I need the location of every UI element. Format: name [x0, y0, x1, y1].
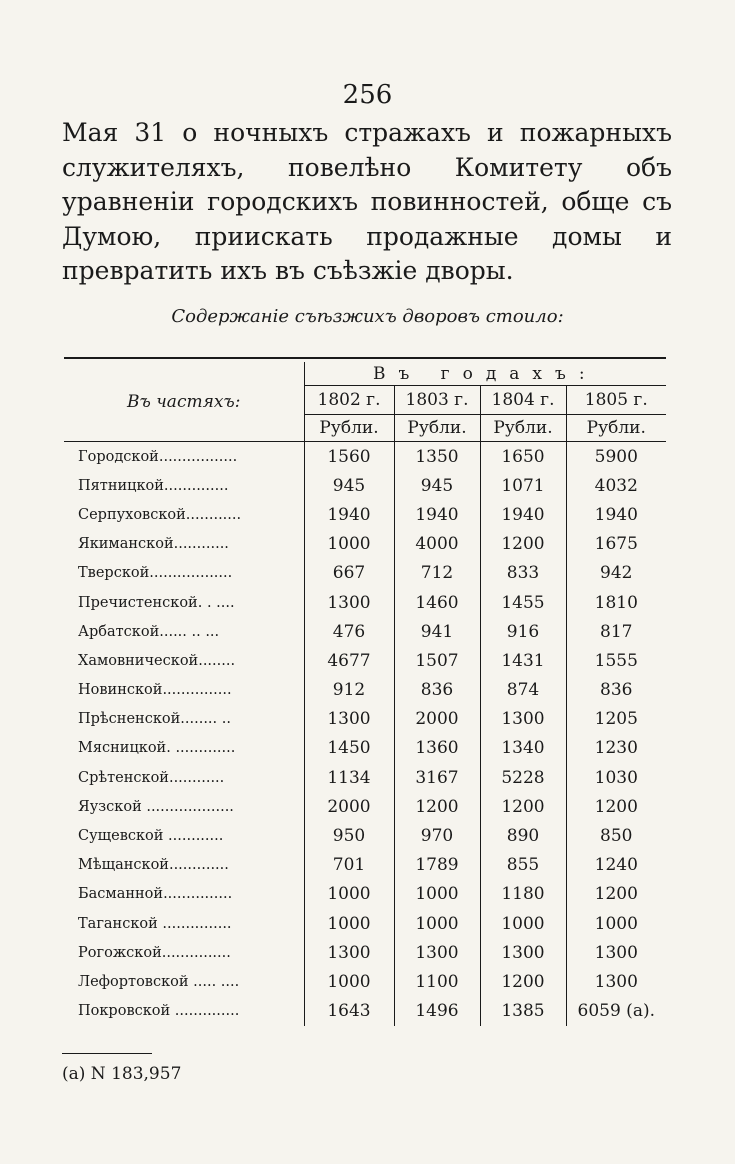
value-cell: 1000	[480, 909, 566, 938]
value-cell: 1450	[304, 734, 394, 763]
value-cell: 1000	[304, 530, 394, 559]
value-cell: 1000	[394, 880, 480, 909]
value-cell: 950	[304, 821, 394, 850]
value-cell: 1300	[480, 705, 566, 734]
value-cell: 1350	[394, 442, 480, 472]
value-cell: 836	[394, 676, 480, 705]
district-name-cell: Лефортовской ..... ....	[64, 967, 304, 996]
value-cell: 1385	[480, 997, 566, 1026]
district-name-cell: Городской.................	[64, 442, 304, 472]
table-row	[64, 763, 666, 792]
value-cell: 1300	[304, 588, 394, 617]
value-cell: 1030	[594, 767, 638, 788]
value-cell: 1180	[480, 880, 566, 909]
value-cell: 1496	[394, 997, 480, 1026]
value-cell: 970	[394, 821, 480, 850]
value-cell: 1200	[480, 967, 566, 996]
table-row	[64, 676, 666, 705]
table-row	[64, 442, 666, 472]
table-row	[64, 530, 666, 559]
value-cell: 942	[600, 563, 633, 584]
value-cell: 912	[304, 676, 394, 705]
value-cell: 836	[600, 680, 633, 701]
header-unit: Рубли.	[480, 415, 566, 442]
value-cell: 1200	[394, 792, 480, 821]
value-cell: 1431	[480, 646, 566, 675]
value-cell: 817	[600, 621, 633, 642]
district-name-cell: Яузской ...................	[64, 792, 304, 821]
value-cell: 1300	[304, 705, 394, 734]
value-cell: 1300	[594, 942, 638, 963]
table-row	[64, 588, 666, 617]
value-cell: 874	[480, 676, 566, 705]
value-cell: 1455	[480, 588, 566, 617]
value-cell: 1230	[594, 738, 638, 759]
table-row	[64, 967, 666, 996]
district-name-cell: Басманной...............	[64, 880, 304, 909]
value-cell: 667	[304, 559, 394, 588]
table-row	[64, 559, 666, 588]
district-name-cell: Таганской ...............	[64, 909, 304, 938]
value-cell: 1940	[480, 500, 566, 529]
header-year: 1805 г.	[566, 386, 666, 415]
table-row	[64, 734, 666, 763]
district-name-cell: Пятницкой..............	[64, 471, 304, 500]
value-cell: 1205	[594, 709, 638, 730]
value-cell: 1810	[594, 592, 638, 613]
district-name-cell: Мѣщанской.............	[64, 851, 304, 880]
district-name-cell: Прѣсненской........ ..	[64, 705, 304, 734]
value-cell: 1940	[304, 500, 394, 529]
paragraph: Мая 31 о ночныхъ стражахъ и пожарныхъ служителяхъ, повелѣно Комитету объ уравненіи городскихъ повинностей, обще съ Думою, приискать продажные домы и превратить ихъ въ съѣзжіе дворы.	[62, 118, 672, 285]
value-cell: 2000	[394, 705, 480, 734]
table-row	[64, 851, 666, 880]
table-row	[64, 646, 666, 675]
value-cell: 1134	[304, 763, 394, 792]
value-cell: 1000	[304, 967, 394, 996]
value-cell: 5900	[566, 442, 666, 472]
value-cell: 1300	[594, 971, 638, 992]
value-cell: 941	[394, 617, 480, 646]
data-table	[64, 362, 666, 1026]
value-cell: 1071	[480, 471, 566, 500]
header-unit: Рубли.	[304, 415, 394, 442]
value-cell: 3167	[394, 763, 480, 792]
value-cell: 1200	[480, 792, 566, 821]
footnote-rule	[62, 1053, 152, 1054]
value-cell: 1000	[594, 913, 638, 934]
district-name-cell: Пречистенской. . ....	[64, 588, 304, 617]
value-cell: 1360	[394, 734, 480, 763]
district-name-cell: Сущевской ............	[64, 821, 304, 850]
value-cell: 1340	[480, 734, 566, 763]
district-name-cell: Якиманской............	[64, 530, 304, 559]
header-years-group: Въ годахъ:	[372, 363, 598, 384]
value-cell: 1000	[394, 909, 480, 938]
table-top-rule	[64, 357, 666, 359]
header-unit: Рубли.	[394, 415, 480, 442]
value-cell: 833	[480, 559, 566, 588]
value-cell: 1560	[304, 442, 394, 472]
value-cell: 6059 (a).	[577, 1001, 655, 1022]
header-year: 1803 г.	[394, 386, 480, 415]
value-cell: 855	[480, 851, 566, 880]
value-cell: 4677	[304, 646, 394, 675]
value-cell: 1643	[304, 997, 394, 1026]
table-row	[64, 705, 666, 734]
value-cell: 1940	[594, 504, 638, 525]
header-row-group	[64, 362, 666, 386]
district-name-cell: Тверской..................	[64, 559, 304, 588]
value-cell: 1940	[394, 500, 480, 529]
value-cell: 1200	[480, 530, 566, 559]
value-cell: 916	[480, 617, 566, 646]
district-name-cell: Срѣтенской............	[64, 763, 304, 792]
header-year: 1804 г.	[480, 386, 566, 415]
table-row	[64, 821, 666, 850]
value-cell: 1300	[480, 938, 566, 967]
value-cell: 1789	[394, 851, 480, 880]
district-name-cell: Покровской ..............	[64, 997, 304, 1026]
value-cell: 1460	[394, 588, 480, 617]
value-cell: 4000	[394, 530, 480, 559]
value-cell: 1507	[394, 646, 480, 675]
table-row	[64, 792, 666, 821]
value-cell: 712	[394, 559, 480, 588]
district-name-cell: Арбатской...... .. ...	[64, 617, 304, 646]
value-cell: 850	[600, 826, 633, 847]
value-cell: 4032	[594, 475, 638, 496]
value-cell: 5228	[480, 763, 566, 792]
district-name-cell: Мясницкой. .............	[64, 734, 304, 763]
value-cell: 1300	[304, 938, 394, 967]
value-cell: 1650	[480, 442, 566, 472]
value-cell: 1240	[594, 855, 638, 876]
table-row	[64, 909, 666, 938]
table-row	[64, 938, 666, 967]
district-name-cell: Хамовнической........	[64, 646, 304, 675]
value-cell: 2000	[304, 792, 394, 821]
footnote: (a) N 183,957	[62, 1064, 182, 1084]
value-cell: 476	[304, 617, 394, 646]
page-number: 256	[342, 80, 393, 110]
value-cell: 1300	[394, 938, 480, 967]
value-cell: 890	[480, 821, 566, 850]
district-name-cell: Серпуховской............	[64, 500, 304, 529]
header-unit: Рубли.	[566, 415, 666, 442]
value-cell: 945	[304, 471, 394, 500]
header-year: 1802 г.	[304, 386, 394, 415]
table-body	[64, 442, 666, 1026]
value-cell: 1200	[594, 796, 638, 817]
district-name-cell: Рогожской...............	[64, 938, 304, 967]
table-row	[64, 997, 666, 1026]
table-caption: Содержаніе съѣзжихъ дворовъ стоило:	[171, 306, 564, 327]
value-cell: 1000	[304, 909, 394, 938]
header-part: Въ частяхъ:	[64, 362, 304, 442]
table-row	[64, 880, 666, 909]
table-row	[64, 617, 666, 646]
value-cell: 1200	[594, 884, 638, 905]
value-cell: 1100	[394, 967, 480, 996]
value-cell: 1675	[594, 534, 638, 555]
data-table-area	[64, 357, 666, 1047]
table-row	[64, 500, 666, 529]
value-cell: 1555	[594, 650, 638, 671]
value-cell: 1000	[304, 880, 394, 909]
table-row	[64, 471, 666, 500]
district-name-cell: Новинской...............	[64, 676, 304, 705]
value-cell: 701	[304, 851, 394, 880]
value-cell: 945	[394, 471, 480, 500]
